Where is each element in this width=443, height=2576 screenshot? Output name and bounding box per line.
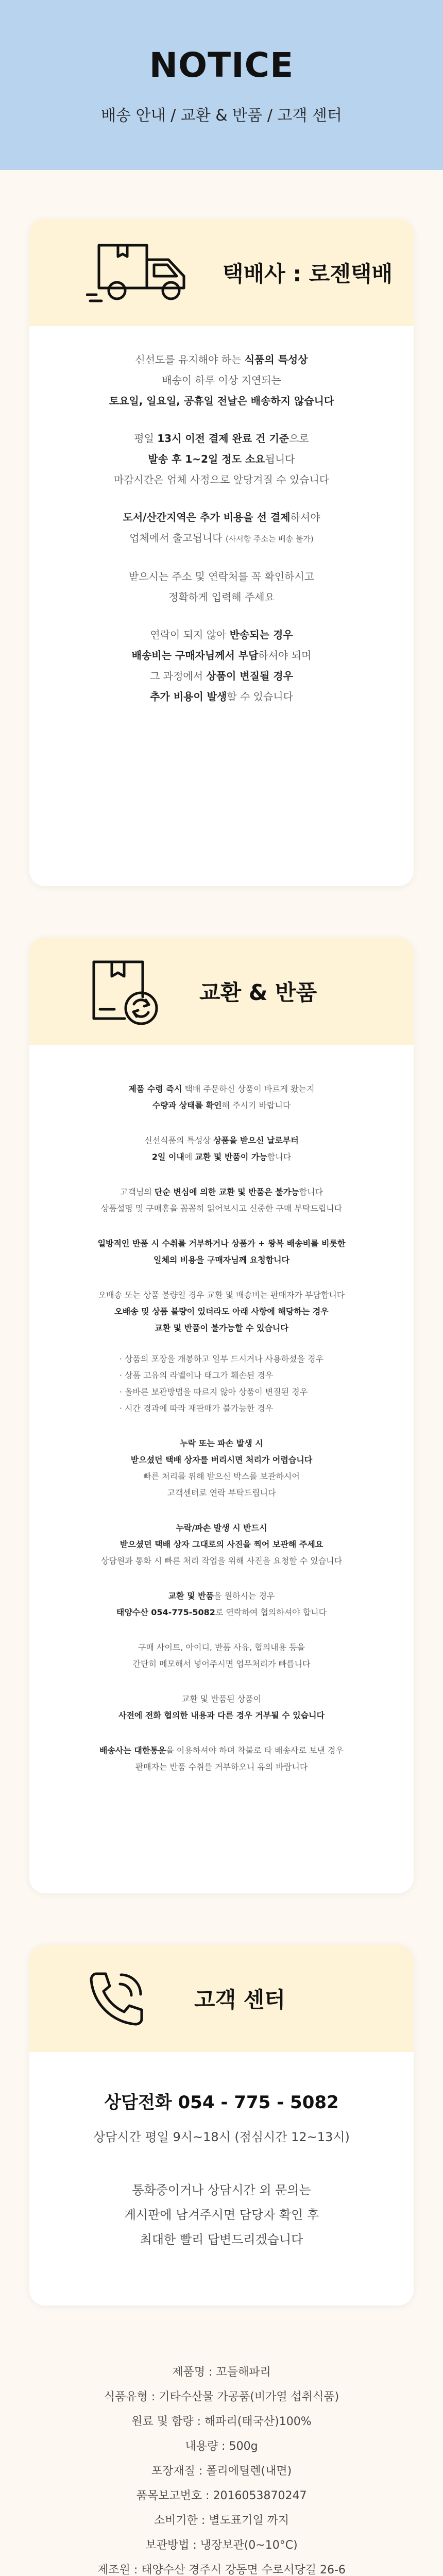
exchange-paragraph: 제품 수령 즉시 택배 주문하신 상품이 바르게 왔는지 수량과 상태를 확인해 주시기 바랍니다 bbox=[128, 1084, 315, 1110]
product-info-line: 제조원 : 태양수산 경주시 강동면 수로서당길 26-6 bbox=[97, 2564, 346, 2576]
product-info-line: 소비기한 : 별도표기일 까지 bbox=[154, 2514, 289, 2527]
exchange-paragraph: 신선식품의 특성상 상품을 받으신 날로부터 2일 이내에 교환 및 반품이 가능합니다 bbox=[144, 1136, 299, 1162]
service-hours: 상담시간 평일 9시~18시 (점심시간 12~13시) bbox=[93, 2130, 350, 2144]
customer-service-title: 고객 센터 bbox=[194, 1987, 285, 2012]
exchange-paragraph: 교환 및 반품된 상품이 사전에 전화 협의한 내용과 다른 경우 거부될 수 있습니다 bbox=[118, 1694, 325, 1720]
shipping-paragraph: 평일 13시 이전 결제 완료 건 기준으로 발송 후 1~2일 정도 소요됩니다 마감시간은 업체 사정으로 앞당겨질 수 있습니다 bbox=[113, 432, 330, 486]
customer-service-card bbox=[29, 1945, 414, 2306]
exchange-paragraph: 교환 및 반품을 원하시는 경우 태양수산 054-775-5082로 연락하여 협의하셔야 합니다 bbox=[116, 1591, 327, 1617]
exchange-title: 교환 & 반품 bbox=[199, 980, 317, 1005]
product-info bbox=[0, 2306, 443, 2576]
page-title: NOTICE bbox=[149, 45, 294, 85]
page-subtitle: 배송 안내 / 교환 & 반품 / 고객 센터 bbox=[101, 106, 342, 125]
exchange-exception-list bbox=[120, 1351, 323, 1417]
shipping-paragraph: 신선도를 유지해야 하는 식품의 특성상 배송이 하루 이상 지연되는 토요일, 일요일, 공휴일 전날은 배송하지 않습니다 bbox=[109, 353, 334, 407]
shipping-body bbox=[29, 326, 414, 750]
shipping-card-header bbox=[29, 219, 414, 326]
notice-header bbox=[0, 0, 443, 170]
product-info-line: 포장재질 : 폴리에틸렌(내면) bbox=[151, 2465, 292, 2478]
shipping-paragraph: 연락이 되지 않아 반송되는 경우 배송비는 구매자님께서 부담하셔야 되며 그 과정에서 상품이 변질될 경우 추가 비용이 발생할 수 있습니다 bbox=[131, 629, 312, 703]
product-info-line: 품목보고번호 : 2016053870247 bbox=[136, 2489, 307, 2502]
exchange-card bbox=[29, 938, 414, 1893]
exchange-body bbox=[29, 1045, 414, 1815]
service-message: 최대한 빨리 답변드리겠습니다 bbox=[140, 2232, 303, 2247]
shipping-paragraph: 도서/산간지역은 추가 비용을 선 결제하셔야 업체에서 출고됩니다 (사서함 주소는 배송 불가) bbox=[123, 511, 320, 544]
exchange-paragraph: 구매 사이트, 아이디, 반품 사유, 협의내용 등을 간단히 메모해서 넣어주시면 업무처리가 빠릅니다 bbox=[132, 1642, 311, 1669]
list-item: · 상품의 포장을 개봉하고 일부 드시거나 사용하셨을 경우 bbox=[119, 1354, 324, 1364]
customer-service-header bbox=[29, 1945, 414, 2052]
product-info-line: 제품명 : 꼬들해파리 bbox=[172, 2366, 271, 2379]
service-message: 게시판에 남겨주시면 담당자 확인 후 bbox=[124, 2208, 319, 2222]
exchange-card-header bbox=[29, 938, 414, 1045]
shipping-paragraph: 받으시는 주소 및 연락처를 꼭 확인하시고 정확하게 입력해 주세요 bbox=[128, 570, 315, 603]
exchange-paragraph: 오배송 또는 상품 불량일 경우 교환 및 배송비는 판매자가 부담합니다 오배송 및 상품 불량이 있더라도 아래 사항에 해당하는 경우 교환 및 반품이 불가능할 수 있습니다 bbox=[98, 1290, 345, 1333]
product-info-line: 보관방법 : 냉장보관(0~10°C) bbox=[145, 2539, 298, 2552]
shipping-title: 택배사 : 로젠택배 bbox=[223, 261, 393, 286]
exchange-paragraph: 누락 또는 파손 발생 시 받으셨던 택배 상자를 버리시면 처리가 어렵습니다 빠른 처리를 위해 받으신 박스를 보관하시어 고객센터로 연락 부탁드립니다 bbox=[130, 1438, 313, 1498]
list-item: · 시간 경과에 따라 재판매가 불가능한 경우 bbox=[119, 1403, 274, 1413]
list-item: · 올바른 보관방법을 따르지 않아 상품이 변질된 경우 bbox=[119, 1387, 308, 1397]
product-info-line: 원료 및 함량 : 해파리(태국산)100% bbox=[131, 2415, 312, 2428]
product-info-line: 내용량 : 500g bbox=[185, 2440, 258, 2453]
exchange-paragraph: 누락/파손 발생 시 반드시 받으셨던 택배 상자 그대로의 사진을 찍어 보관해 주세요 상담원과 통화 시 빠른 처리 작업을 위해 사진을 요청할 수 있습니다 bbox=[100, 1523, 343, 1566]
service-message: 통화중이거나 상담시간 외 문의는 bbox=[132, 2183, 311, 2197]
phone-icon bbox=[86, 1968, 148, 2029]
exchange-paragraph: 고객님의 단순 변심에 의한 교환 및 반품은 불가능합니다 상품설명 및 구매홍을 꼼꼼히 읽어보시고 신중한 구매 부탁드립니다 bbox=[100, 1187, 343, 1213]
product-info-line: 식품유형 : 기타수산물 가공품(비가열 섭취식품) bbox=[104, 2391, 339, 2403]
customer-service-body bbox=[29, 2052, 414, 2283]
box-return-icon bbox=[89, 957, 163, 1026]
exchange-paragraph: 일방적인 반품 시 수취를 거부하거나 상품가 + 왕복 배송비를 비롯한 일체의 비용을 구매자님께 요청합니다 bbox=[97, 1239, 346, 1265]
shipping-card bbox=[29, 219, 414, 886]
service-phone: 상담전화 054 - 775 - 5082 bbox=[104, 2092, 339, 2113]
delivery-truck-icon bbox=[86, 239, 192, 306]
exchange-paragraph: 배송사는 대한통운을 이용하셔야 하며 착불로 타 배송사로 보낸 경우 판매자는 반품 수취를 거부하오니 유의 바랍니다 bbox=[99, 1745, 344, 1772]
list-item: · 상품 고유의 라벨이나 태그가 훼손된 경우 bbox=[119, 1370, 274, 1380]
